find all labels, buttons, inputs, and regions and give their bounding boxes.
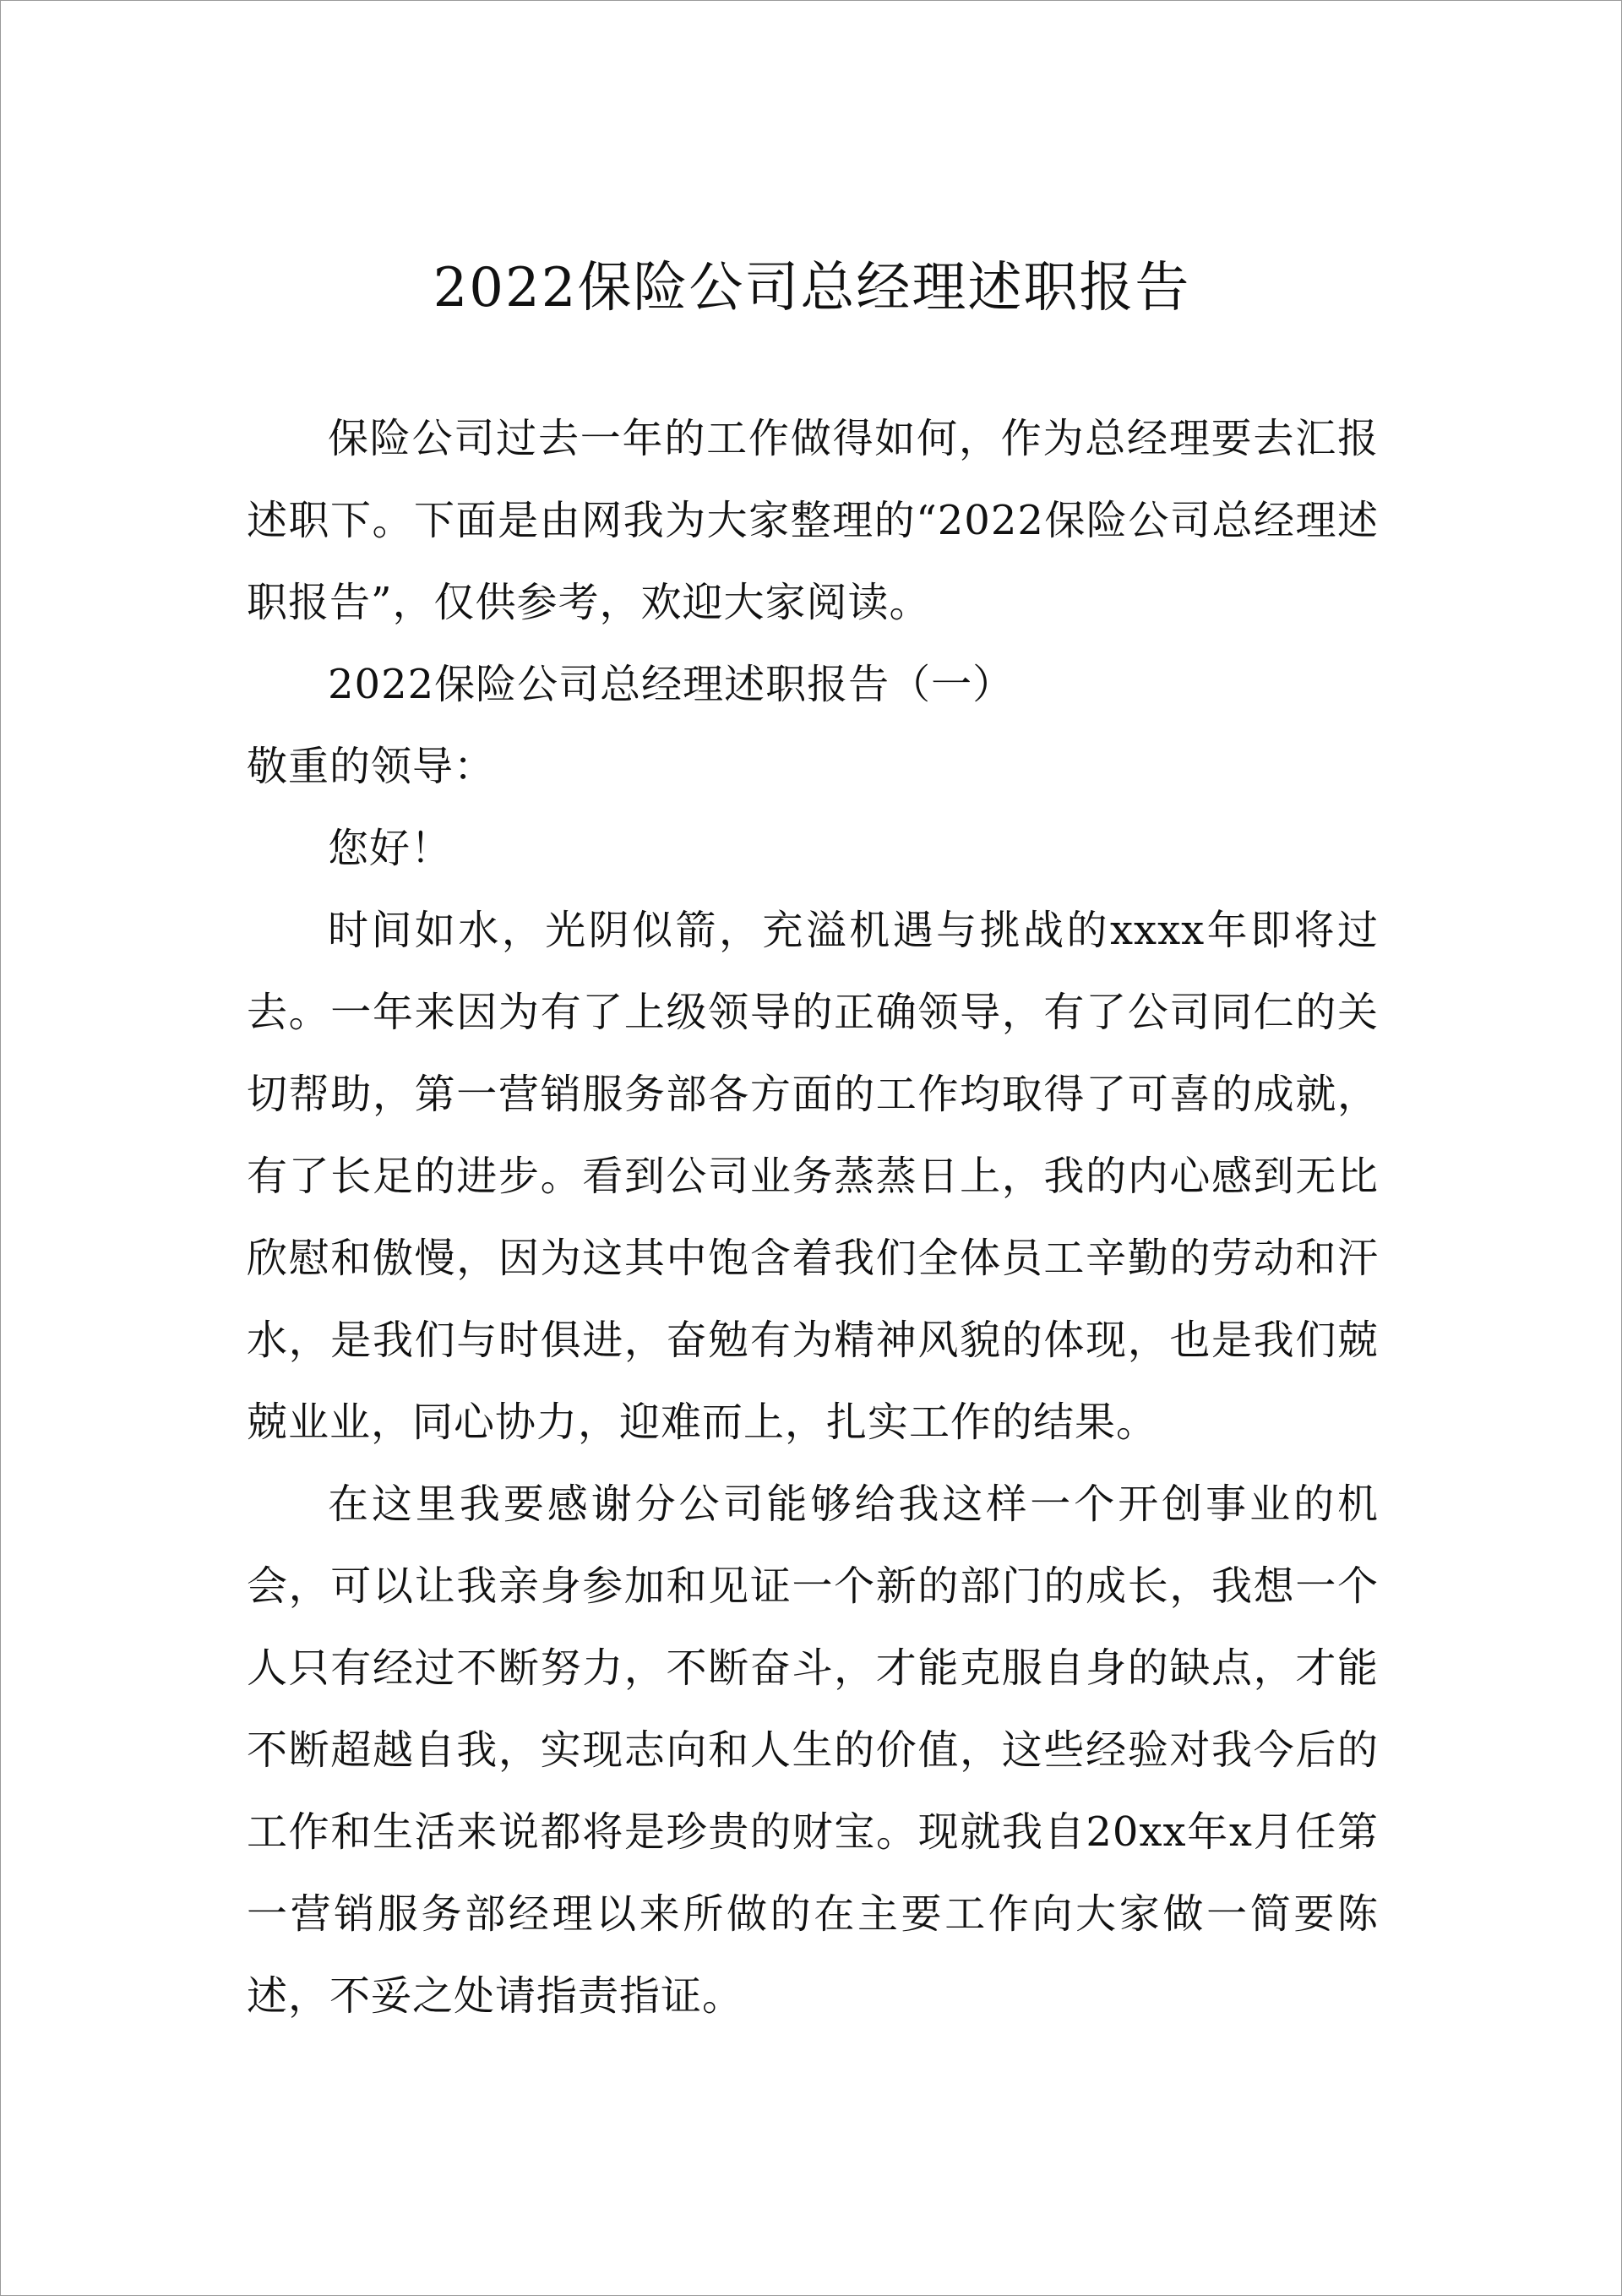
intro-paragraph: 保险公司过去一年的工作做得如何，作为总经理要去汇报述职下。下面是由网我为大家整理的“2022保险公司总经理述职报告”，仅供参考，欢迎大家阅读。: [247, 415, 1379, 626]
section-heading: 2022保险公司总经理述职报告（一）: [328, 661, 1015, 708]
body-paragraph-1: 时间如水，光阴似箭，充溢机遇与挑战的xxxx年即将过去。一年来因为有了上级领导的正确领导，有了公司同仁的关切帮助，第一营销服务部各方面的工作均取得了可喜的成就，有了长足的进步。看到公司业务蒸蒸日上，我的内心感到无比欣慰和傲慢，因为这其中饱含着我们全体员工辛勤的劳动和汗水，是我们与时俱进，奋勉有为精神风貌的体现，也是我们兢兢业业，同心协力，迎难而上，扎实工作的结果。: [247, 907, 1379, 1446]
body-paragraph-2: 在这里我要感谢分公司能够给我这样一个开创事业的机会，可以让我亲身参加和见证一个新的部门的成长，我想一个人只有经过不断努力，不断奋斗，才能克服自身的缺点，才能不断超越自我，实现志向和人生的价值，这些经验对我今后的工作和生活来说都将是珍贵的财宝。现就我自20xx年x月任第一营销服务部经理以来所做的在主要工作向大家做一简要陈述，不妥之处请指责指证。: [247, 1481, 1379, 2020]
salutation: 敬重的领导：: [247, 743, 496, 790]
document-body: [247, 398, 1379, 2037]
document-title: 2022保险公司总经理述职报告: [433, 257, 1191, 319]
greeting: 您好！: [328, 825, 453, 872]
